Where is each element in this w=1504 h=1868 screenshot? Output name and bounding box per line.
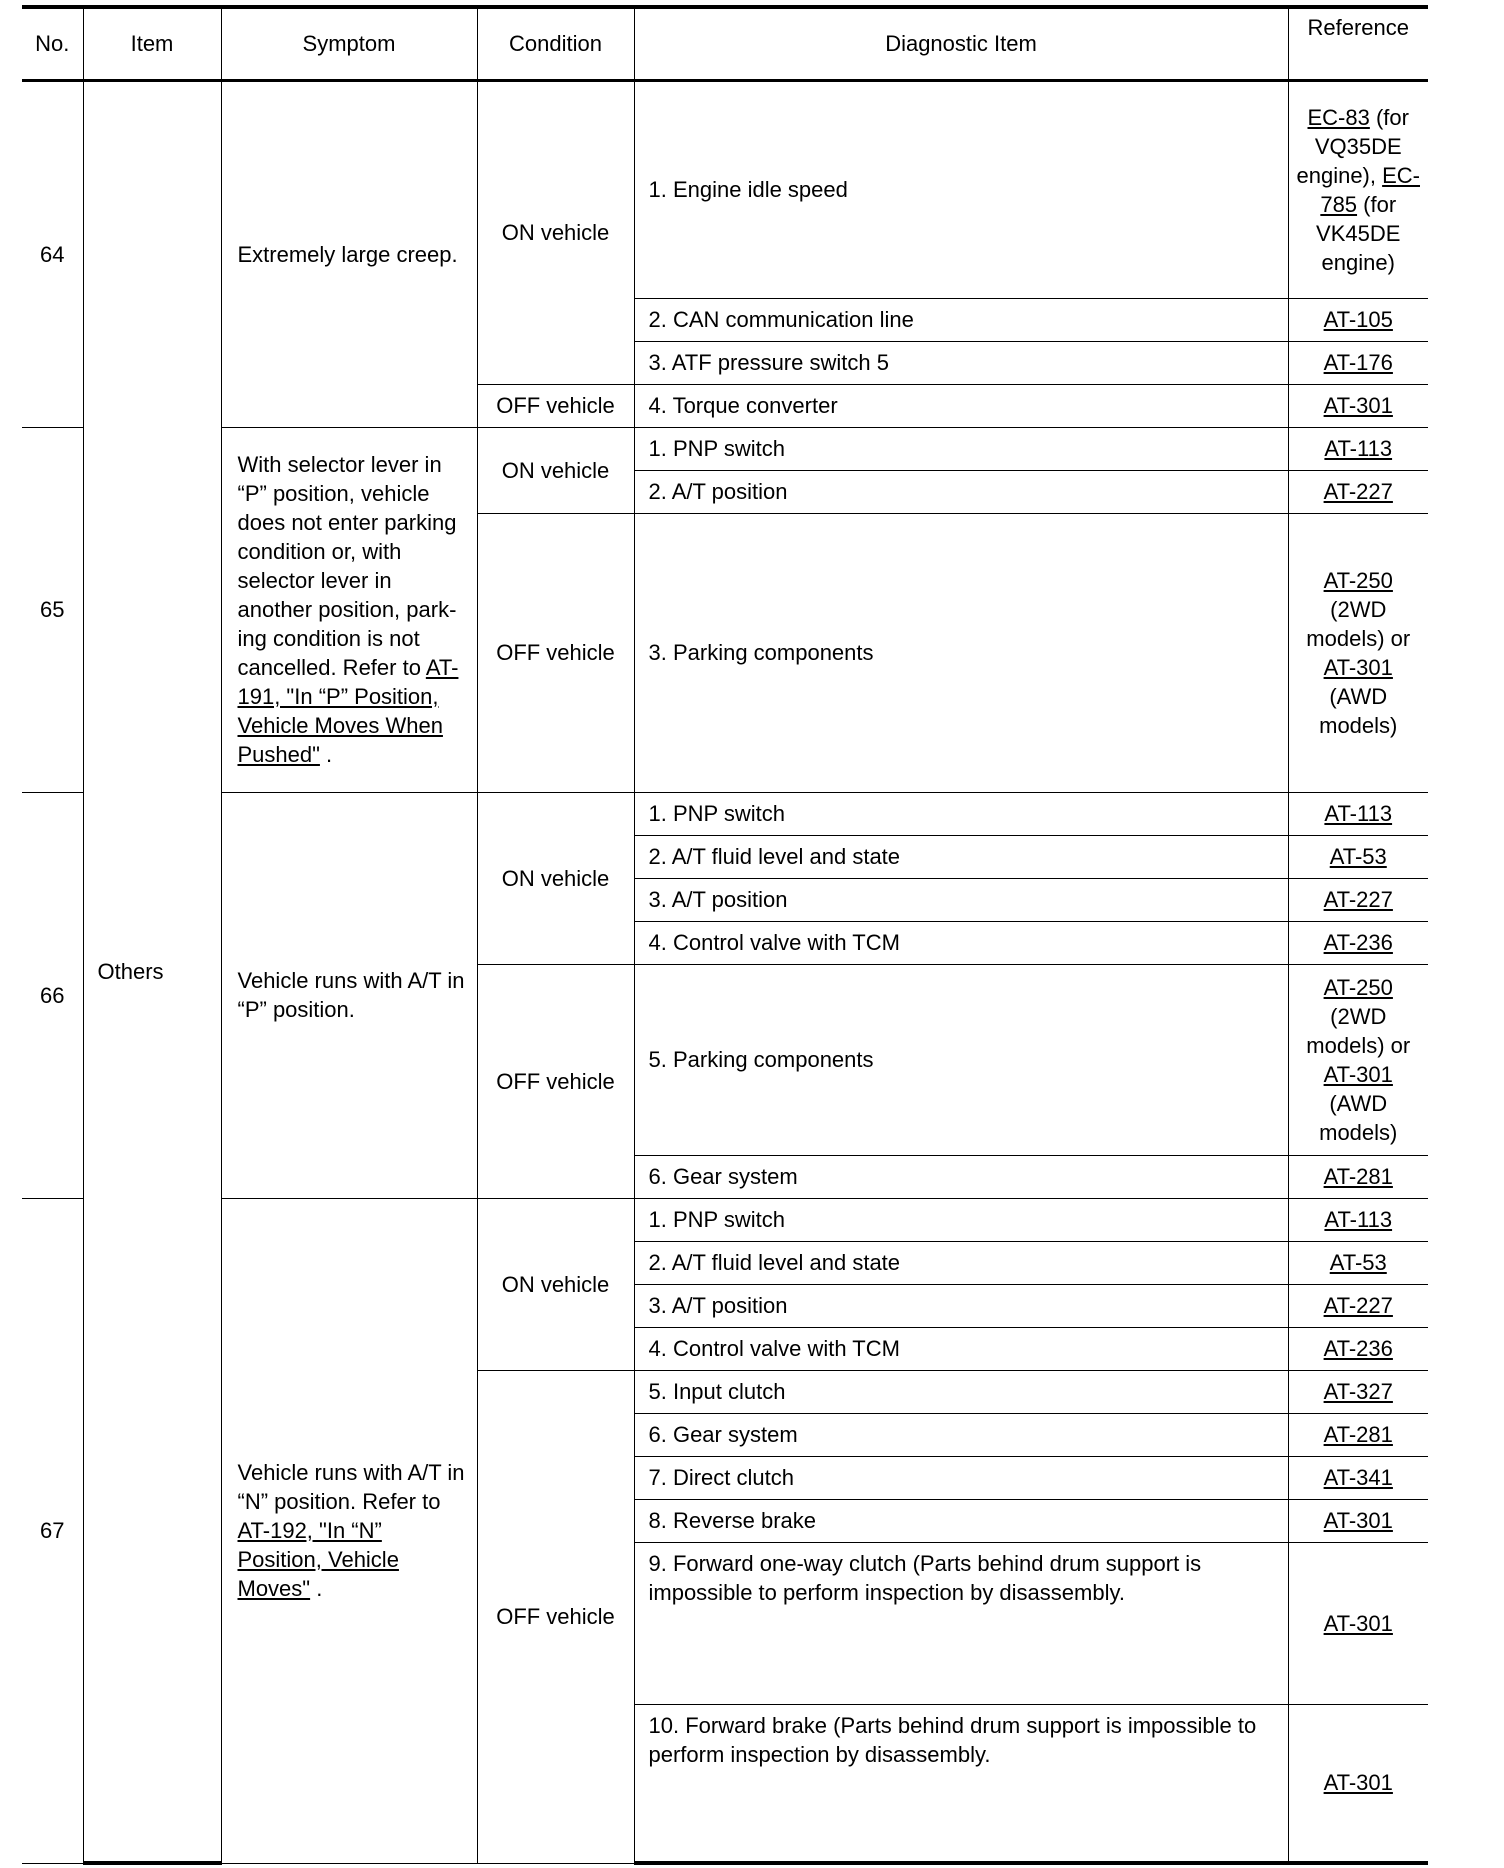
reference-cell bbox=[1288, 298, 1428, 341]
table-row bbox=[22, 80, 1428, 298]
reference-link[interactable]: AT-227 bbox=[1323, 1293, 1393, 1318]
reference-link[interactable]: EC-83 bbox=[1307, 104, 1370, 130]
text-segment: Extremely large creep. bbox=[237, 241, 458, 267]
reference-cell bbox=[1288, 1284, 1428, 1327]
diagnostic-item: 5. Parking components bbox=[634, 964, 1288, 1155]
reference-link[interactable]: AT-105 bbox=[1323, 307, 1393, 332]
reference-cell bbox=[1288, 1499, 1428, 1542]
header-row bbox=[22, 7, 1428, 80]
reference-link[interactable]: AT-191, "In “P” Position, Vehicle Moves When Pushed" bbox=[237, 655, 459, 767]
diagnostic-item: 2. CAN communication line bbox=[634, 298, 1288, 341]
diagnostic-table bbox=[22, 5, 1428, 1865]
reference-cell bbox=[1288, 878, 1428, 921]
diagnostic-item: 3. A/T position bbox=[634, 878, 1288, 921]
reference-cell bbox=[1288, 1413, 1428, 1456]
reference-link[interactable]: AT-227 bbox=[1323, 479, 1393, 504]
reference-link[interactable]: AT-301 bbox=[1323, 1508, 1393, 1533]
reference-cell bbox=[1288, 964, 1428, 1155]
diagnostic-item: 4. Torque converter bbox=[634, 384, 1288, 427]
diagnostic-item: 7. Direct clutch bbox=[634, 1456, 1288, 1499]
reference-link[interactable]: AT-301 bbox=[1323, 1610, 1393, 1636]
reference-link[interactable]: AT-176 bbox=[1323, 350, 1393, 375]
row-number: 65 bbox=[22, 427, 83, 792]
reference-link[interactable]: AT-192, "In “N” Position, Vehicle Moves" bbox=[237, 1518, 399, 1601]
condition-cell: OFF vehicle bbox=[477, 384, 634, 427]
condition-cell: OFF vehicle bbox=[477, 1370, 634, 1863]
item-cell: Others bbox=[83, 80, 221, 1863]
condition-cell: ON vehicle bbox=[477, 1198, 634, 1370]
reference-cell bbox=[1288, 1456, 1428, 1499]
symptom-cell bbox=[221, 792, 477, 1198]
text-segment: . bbox=[319, 742, 333, 767]
header-no: No. bbox=[22, 7, 83, 80]
diagnostic-item: 2. A/T fluid level and state bbox=[634, 1241, 1288, 1284]
diagnostic-item: 1. PNP switch bbox=[634, 427, 1288, 470]
reference-cell bbox=[1288, 427, 1428, 470]
reference-cell bbox=[1288, 921, 1428, 964]
diagnostic-item: 1. PNP switch bbox=[634, 1198, 1288, 1241]
header-reference: Reference bbox=[1288, 7, 1428, 80]
condition-cell: ON vehicle bbox=[477, 80, 634, 384]
reference-cell bbox=[1288, 1327, 1428, 1370]
text-segment: Vehicle runs with A/T in “N” position. Refer to bbox=[237, 1460, 465, 1514]
reference-link[interactable]: AT-227 bbox=[1323, 887, 1393, 912]
reference-link[interactable]: AT-53 bbox=[1329, 1250, 1387, 1275]
reference-link[interactable]: AT-236 bbox=[1323, 1336, 1393, 1361]
row-number: 67 bbox=[22, 1198, 83, 1863]
symptom-cell bbox=[221, 427, 477, 792]
table-body bbox=[22, 80, 1428, 1863]
symptom-cell bbox=[221, 80, 477, 427]
reference-link[interactable]: AT-250 bbox=[1323, 567, 1393, 593]
reference-link[interactable]: AT-341 bbox=[1323, 1465, 1393, 1490]
condition-cell: ON vehicle bbox=[477, 427, 634, 513]
text-segment: (AWD models) bbox=[1319, 683, 1398, 738]
header-condition: Condition bbox=[477, 7, 634, 80]
reference-link[interactable]: EC-785 bbox=[1320, 162, 1420, 217]
header-symptom: Symptom bbox=[221, 7, 477, 80]
text-segment: (for VK45DE engine) bbox=[1316, 191, 1401, 275]
diagnostic-item: 1. PNP switch bbox=[634, 792, 1288, 835]
reference-link[interactable]: AT-281 bbox=[1323, 1422, 1393, 1447]
reference-cell bbox=[1288, 513, 1428, 792]
reference-cell bbox=[1288, 1370, 1428, 1413]
reference-link[interactable]: AT-301 bbox=[1323, 654, 1393, 680]
reference-link[interactable]: AT-113 bbox=[1324, 436, 1393, 461]
reference-cell bbox=[1288, 1542, 1428, 1704]
reference-cell bbox=[1288, 1155, 1428, 1198]
diagnostic-item: 4. Control valve with TCM bbox=[634, 921, 1288, 964]
text-segment: With selector lever in “P” position, vehicle does not enter parking condition or, with selector lever in another position, park-ing condition is not cancelled. Refer to bbox=[237, 452, 457, 680]
reference-link[interactable]: AT-250 bbox=[1323, 974, 1393, 1000]
reference-link[interactable]: AT-281 bbox=[1323, 1164, 1393, 1189]
table-row bbox=[22, 792, 1428, 835]
reference-link[interactable]: AT-236 bbox=[1323, 930, 1393, 955]
text-segment: (for VQ35DE engine), bbox=[1296, 104, 1409, 188]
table-row bbox=[22, 1198, 1428, 1241]
reference-link[interactable]: AT-113 bbox=[1324, 1207, 1393, 1232]
reference-link[interactable]: AT-301 bbox=[1323, 1770, 1393, 1796]
text-segment: (AWD models) bbox=[1319, 1090, 1398, 1145]
condition-cell: OFF vehicle bbox=[477, 964, 634, 1198]
header-diagnostic-item: Diagnostic Item bbox=[634, 7, 1288, 80]
diagnostic-item: 5. Input clutch bbox=[634, 1370, 1288, 1413]
reference-cell bbox=[1288, 470, 1428, 513]
symptom-cell bbox=[221, 1198, 477, 1863]
header-item: Item bbox=[83, 7, 221, 80]
reference-cell bbox=[1288, 792, 1428, 835]
condition-cell: ON vehicle bbox=[477, 792, 634, 964]
diagnostic-item: 3. Parking components bbox=[634, 513, 1288, 792]
reference-link[interactable]: AT-301 bbox=[1323, 1061, 1393, 1087]
reference-cell bbox=[1288, 835, 1428, 878]
diagnostic-item: 1. Engine idle speed bbox=[634, 80, 1288, 298]
diagnostic-item: 3. ATF pressure switch 5 bbox=[634, 341, 1288, 384]
text-segment: (2WD models) or bbox=[1306, 596, 1411, 651]
reference-cell bbox=[1288, 1198, 1428, 1241]
condition-cell: OFF vehicle bbox=[477, 513, 634, 792]
diagnostic-item: 10. Forward brake (Parts behind drum support is impossible to perform inspection by disassembly. bbox=[634, 1704, 1288, 1863]
diagnostic-item: 4. Control valve with TCM bbox=[634, 1327, 1288, 1370]
diagnostic-item: 6. Gear system bbox=[634, 1155, 1288, 1198]
reference-cell bbox=[1288, 1704, 1428, 1863]
diagnostic-item: 8. Reverse brake bbox=[634, 1499, 1288, 1542]
text-segment: Vehicle runs with A/T in “P” position. bbox=[237, 968, 465, 1022]
diagnostic-item: 3. A/T position bbox=[634, 1284, 1288, 1327]
reference-link[interactable]: AT-301 bbox=[1323, 393, 1393, 418]
reference-link[interactable]: AT-53 bbox=[1329, 844, 1387, 869]
text-segment: . bbox=[310, 1576, 323, 1601]
row-number: 64 bbox=[22, 80, 83, 427]
diagnostic-item: 2. A/T fluid level and state bbox=[634, 835, 1288, 878]
diagnostic-item: 2. A/T position bbox=[634, 470, 1288, 513]
reference-link[interactable]: AT-327 bbox=[1323, 1379, 1393, 1404]
text-segment: (2WD models) or bbox=[1306, 1003, 1411, 1058]
reference-cell bbox=[1288, 341, 1428, 384]
diagnostic-item: 9. Forward one-way clutch (Parts behind drum support is impossible to perform inspection by disassembly. bbox=[634, 1542, 1288, 1704]
reference-link[interactable]: AT-113 bbox=[1324, 801, 1393, 826]
reference-cell bbox=[1288, 80, 1428, 298]
reference-cell bbox=[1288, 384, 1428, 427]
reference-cell bbox=[1288, 1241, 1428, 1284]
table-row bbox=[22, 427, 1428, 470]
row-number: 66 bbox=[22, 792, 83, 1198]
diagnostic-item: 6. Gear system bbox=[634, 1413, 1288, 1456]
